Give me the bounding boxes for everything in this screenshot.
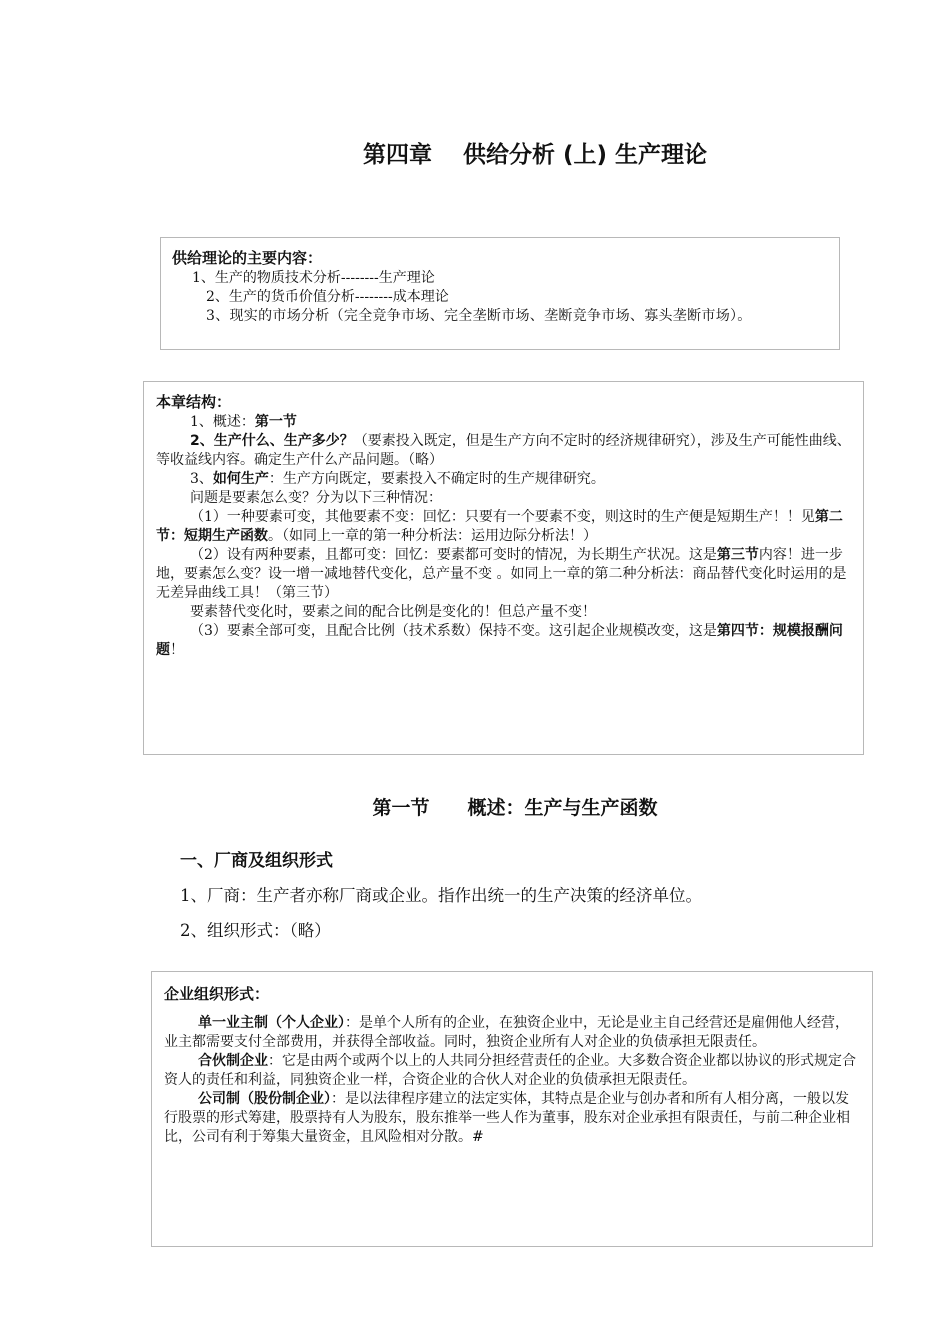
structure-item-1: 1、概述：第一节 [190,414,297,430]
supply-theory-line-2: 2、生产的货币价值分析--------成本理论 [206,289,449,305]
org-form-partnership: 合伙制企业：它是由两个或两个以上的人共同分担经营责任的企业。大多数合资企业都以协议的形式规定合资人的责任和利益，同独资企业一样，合资企业的合伙人对企业的负债承担无限责任。 [164,1053,856,1088]
paragraph-organization-form: 2、组织形式：（略） [180,921,331,940]
supply-theory-line-3: 3、现实的市场分析（完全竞争市场、完全垄断市场、垄断竞争市场、寡头垄断市场）。 [206,308,752,324]
structure-item-3: 3、如何生产：生产方向既定，要素投入不确定时的生产规律研究。 [190,471,605,487]
structure-case-2: （2）设有两种要素，且都可变：回忆：要素都可变时的情况，为长期生产状况。这是第三节内容！进一步地，要素怎么变？设一增一减地替代变化，总产量不变 。如同上一章的第二种分析法：商品替代变化时运用的是无差异曲线工具！（第三节） [156,547,847,601]
structure-item-2: 2、生产什么、生产多少？（要素投入既定，但是生产方向不定时的经济规律研究），涉及生产可能性曲线、等收益线内容。确定生产什么产品问题。（略） [156,433,851,468]
org-form-sole-proprietorship: 单一业主制（个人企业）：是单个人所有的企业，在独资企业中，无论是业主自己经营还是雇佣他人经营，业主都需要支付全部费用，并获得全部收益。同时，独资企业所有人对企业的负债承担无限责任。 [164,1015,849,1050]
paragraph-firm-definition: 1、厂商：生产者亦称厂商或企业。指作出统一的生产决策的经济单位。 [180,886,702,905]
structure-case-3: （3）要素全部可变，且配合比例（技术系数）保持不变。这引起企业规模改变，这是第四节：规模报酬问题！ [156,623,843,658]
structure-question: 问题是要素怎么变？分为以下三种情况： [190,490,442,506]
chapter-structure-heading: 本章结构： [156,393,232,411]
chapter-title: 第四章 供给分析 (上) 生产理论 [362,142,708,168]
org-form-corporation: 公司制（股份制企业）：是以法律程序建立的法定实体，其特点是企业与创办者和所有人相分离，一般以发行股票的形式筹建，股票持有人为股东，股东推举一些人作为董事，股东对企业承担有限责任，与前二种企业相比，公司有利于筹集大量资金，且风险相对分散。# [164,1091,850,1145]
supply-theory-line-1: 1、生产的物质技术分析--------生产理论 [192,270,435,286]
supply-theory-box [160,237,840,350]
structure-note: 要素替代变化时，要素之间的配合比例是变化的！但总产量不变！ [190,604,596,620]
heading-firms: 一、厂商及组织形式 [180,851,333,871]
structure-case-1: （1）一种要素可变，其他要素不变：回忆：只要有一个要素不变，则这时的生产便是短期生产！！见第二节：短期生产函数。（如同上一章的第一种分析法：运用边际分析法！） [156,509,843,544]
organization-forms-heading: 企业组织形式： [164,985,270,1003]
supply-theory-heading: 供给理论的主要内容： [172,249,323,267]
section-title: 第一节 概述：生产与生产函数 [372,797,658,819]
chapter-structure-box [143,381,864,755]
organization-forms-box [151,971,873,1247]
